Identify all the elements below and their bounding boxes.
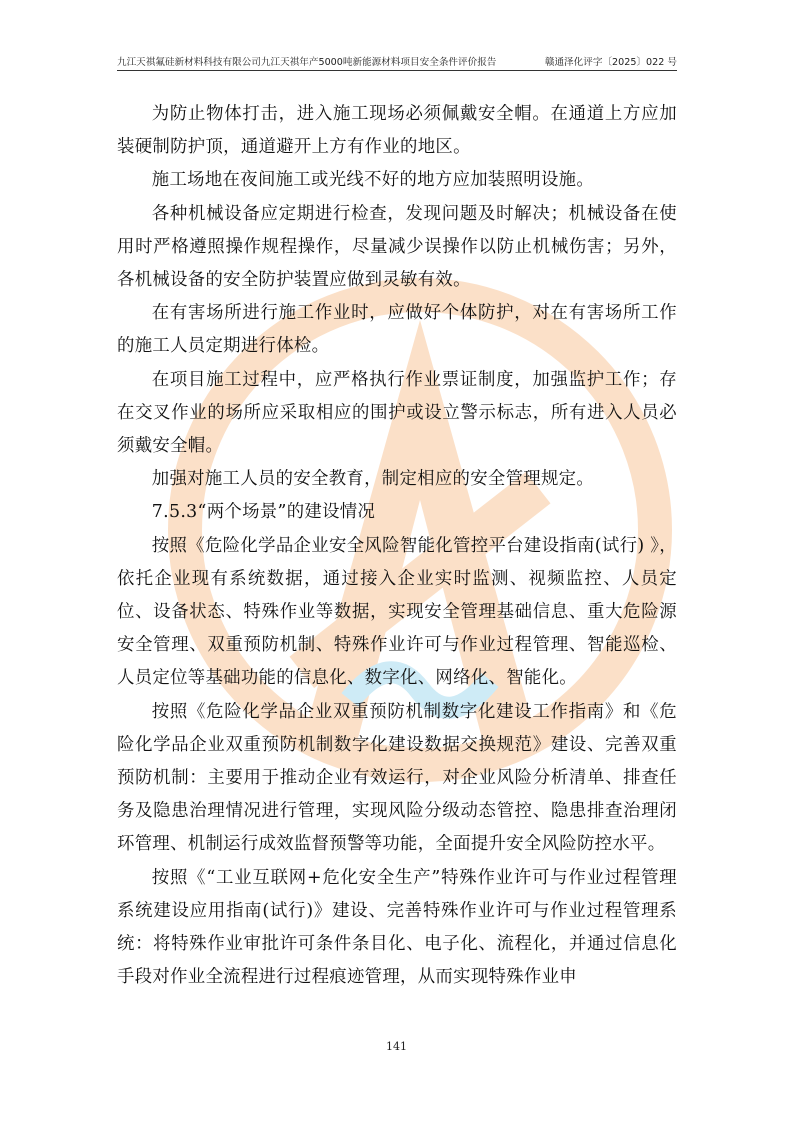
header-document-number: 赣通泽化评字〔2025〕022 号 <box>544 57 677 68</box>
paragraph-risk-platform: 按照《危险化学品企业安全风险智能化管控平台建设指南(试行) 》，依托企业现有系统数据，通过接入企业实时监测、视频监控、人员定位、设备状态、特殊作业等数据，实现安全管理基础信息、重大危险源安全管理、双重预防机制、特殊作业许可与作业过程管理、智能巡检、人员定位等基础功能的信息化、数字化、网络化、智能化。 <box>117 535 677 689</box>
page-number: 141 <box>386 1040 407 1053</box>
page-content <box>117 98 677 994</box>
paragraph-dual-prevention: 按照《危险化学品企业双重预防机制数字化建设工作指南》和《危险化学品企业双重预防机制数字化建设数据交换规范》建设、完善双重预防机制：主要用于推动企业有效运行，对企业风险分析清单、排查任务及隐患治理情况进行管理，实现风险分级动态管控、隐患排查治理闭环管理、机制运行成效监督预警等功能，全面提升安全风险防控水平。 <box>117 701 677 855</box>
paragraph-protection: 在有害场所进行施工作业时，应做好个体防护，对在有害场所工作的施工人员定期进行体检。 <box>117 303 677 357</box>
header-report-title: 九江天祺氟硅新材料科技有限公司九江天祺年产5000吨新能源材料项目安全条件评价报告 <box>117 57 497 68</box>
header-divider <box>117 70 677 71</box>
paragraph-safety-education: 加强对施工人员的安全教育，制定相应的安全管理规定。 <box>151 469 595 490</box>
section-heading: 7.5.3“两个场景”的建设情况 <box>151 502 376 523</box>
paragraph-work-permit: 在项目施工过程中，应严格执行作业票证制度，加强监护工作；存在交叉作业的场所应采取相应的围护或设立警示标志，所有进入人员必须戴安全帽。 <box>117 369 677 457</box>
paragraph-machinery: 各种机械设备应定期进行检查，发现问题及时解决；机械设备在使用时严格遵照操作规程操作，尽量减少误操作以防止机械伤害；另外，各机械设备的安全防护装置应做到灵敏有效。 <box>117 203 677 291</box>
paragraph-special-work: 按照《“工业互联网+危化安全生产”特殊作业许可与作业过程管理系统建设应用指南(试行)》建设、完善特殊作业许可与作业过程管理系统：将特殊作业审批许可条件条目化、电子化、流程化，并通过信息化手段对作业全流程进行过程痕迹管理，从而实现特殊作业申 <box>117 867 677 988</box>
paragraph-object-strike: 为防止物体打击，进入施工现场必须佩戴安全帽。在通道上方应加装硬制防护顶，通道避开上方有作业的地区。 <box>117 104 677 158</box>
paragraph-lighting: 施工场地在夜间施工或光线不好的地方应加装照明设施。 <box>151 170 595 191</box>
page-header <box>117 52 677 70</box>
